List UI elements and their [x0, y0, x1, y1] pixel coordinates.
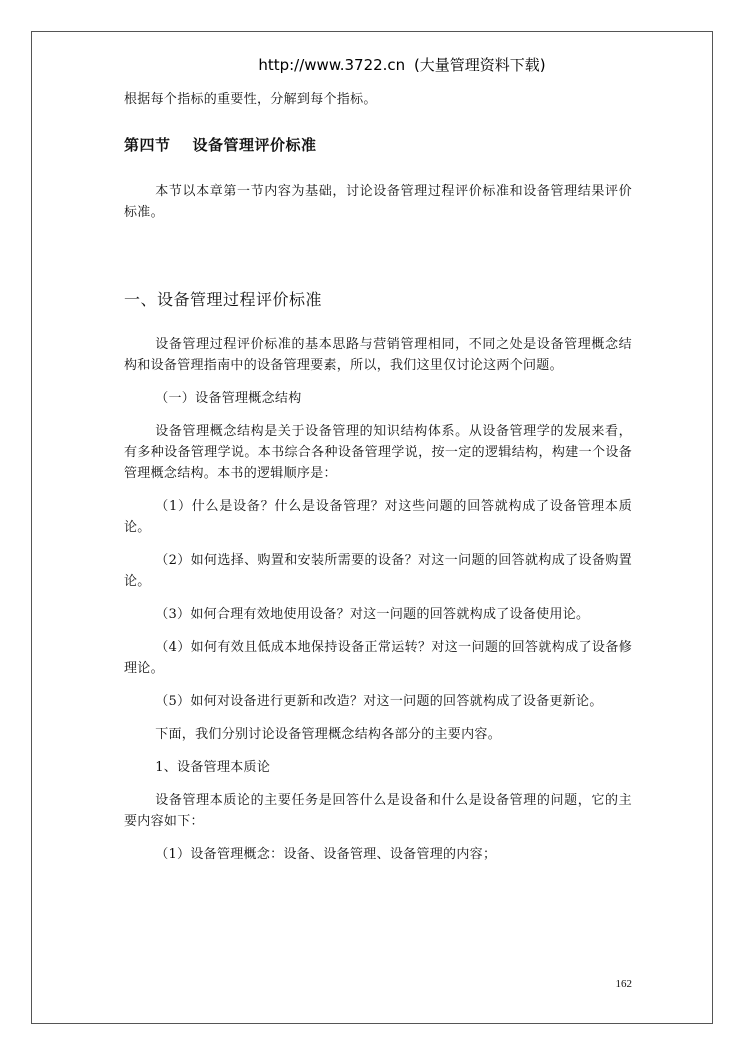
header-note: (大量管理资料下载) — [413, 56, 546, 74]
list-item: （1）设备管理概念：设备、设备管理、设备管理的内容； — [155, 847, 497, 862]
subheading-essence: 1、设备管理本质论 — [155, 760, 271, 775]
page-header — [0, 54, 744, 75]
paragraph: 设备管理过程评价标准的基本思路与营销管理相同，不同之处是设备管理概念结构和设备管理指南中的设备管理要素，所以，我们这里仅讨论这两个问题。 — [124, 337, 632, 373]
page-content — [124, 89, 632, 877]
paragraph: 下面，我们分别讨论设备管理概念结构各部分的主要内容。 — [155, 727, 501, 742]
section-number: 第四节 — [124, 136, 171, 154]
list-item: （2）如何选择、购置和安装所需要的设备？对这一问题的回答就构成了设备购置论。 — [124, 553, 632, 589]
section-name: 设备管理评价标准 — [192, 136, 317, 154]
list-item: （4）如何有效且低成本地保持设备正常运转？对这一问题的回答就构成了设备修理论。 — [124, 640, 632, 676]
paragraph: 设备管理本质论的主要任务是回答什么是设备和什么是设备管理的问题，它的主要内容如下： — [124, 793, 632, 829]
page-number: 162 — [615, 978, 632, 990]
header-url: http://www.3722.cn — [258, 56, 406, 74]
list-item: （3）如何合理有效地使用设备？对这一问题的回答就构成了设备使用论。 — [155, 607, 590, 622]
section-intro: 本节以本章第一节内容为基础，讨论设备管理过程评价标准和设备管理结果评价标准。 — [124, 184, 632, 220]
paragraph: 设备管理概念结构是关于设备管理的知识结构体系。从设备管理学的发展来看，有多种设备管理学说。本书综合各种设备管理学说，按一定的逻辑结构，构建一个设备管理概念结构。本书的逻辑顺序是： — [124, 424, 632, 481]
section-title — [124, 134, 632, 155]
subsection-heading: 一、设备管理过程评价标准 — [124, 290, 323, 309]
paragraph-continuation: 根据每个指标的重要性，分解到每个指标。 — [124, 92, 377, 107]
list-item: （1）什么是设备？什么是设备管理？对这些问题的回答就构成了设备管理本质论。 — [124, 499, 632, 535]
subheading-concept-structure: （一）设备管理概念结构 — [155, 391, 302, 406]
list-item: （5）如何对设备进行更新和改造？对这一问题的回答就构成了设备更新论。 — [155, 694, 603, 709]
